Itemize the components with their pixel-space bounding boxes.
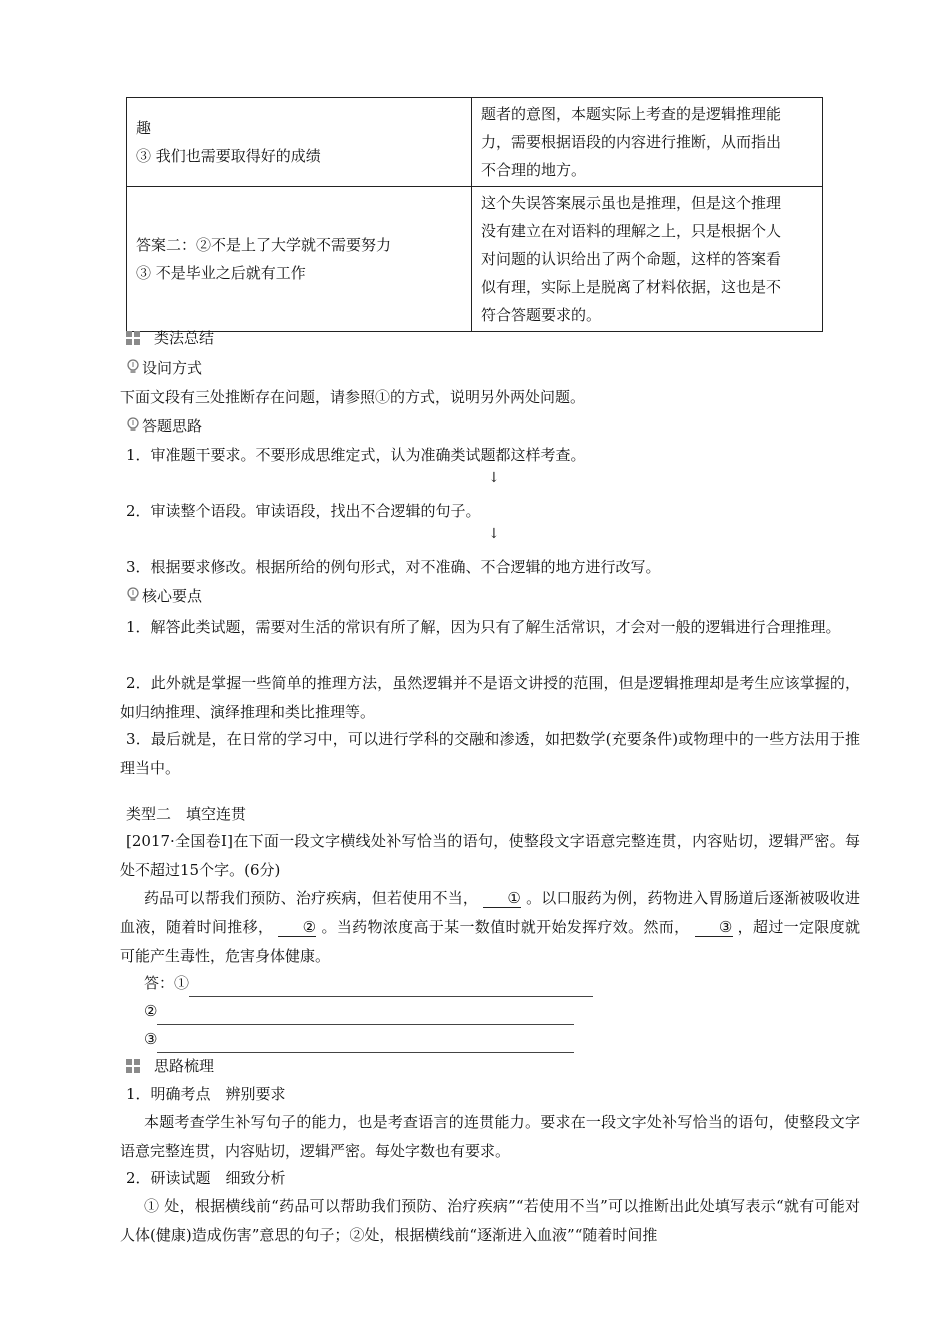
passage-text: 药品可以帮我们预防、治疗疾病，但若使用不当， [144,889,479,907]
subheading-text: 核心要点 [142,587,203,605]
table-cell [472,187,823,332]
cell-text: 题者的意图，本题实际上考查的是逻辑推理能 [481,105,782,123]
cell-text: ③ 我们也需要取得好的成绩 [136,147,321,165]
analysis-paragraph: ① 处，根据横线前“药品可以帮助我们预防、治疗疾病”“若使用不当”可以推断出此处填写表示“就有可能对人体(健康)造成伤害”意思的句子；②处，根据横线前“逐渐进入血液”“随着时间推 [120,1197,860,1244]
answer-blank[interactable] [189,978,593,997]
answer-line [144,969,593,997]
subheading [126,355,202,381]
step-item: 1．审准题干要求。不要形成思维定式，认为准确类试题都这样考查。 [126,446,586,464]
blank-field[interactable]: ③ [695,918,733,937]
subheading-text: 答题思路 [142,417,203,435]
grid-square-icon [126,1059,140,1073]
answer-blank[interactable] [157,1006,574,1025]
cell-text: 对问题的认识给出了两个命题，这样的答案看 [481,250,782,268]
cell-text: 没有建立在对语料的理解之上，只是根据个人 [481,222,782,240]
cell-text: 符合答题要求的。 [481,306,602,324]
section-heading [126,1053,214,1079]
answer-prefix: 答： [144,974,175,992]
analysis-point-title: 1．明确考点 辨别要求 [126,1085,286,1103]
key-point-paragraph: 3．最后就是，在日常的学习中，可以进行学科的交融和渗透，如把数学(充要条件)或物理中的一些方法用于推理当中。 [120,730,860,777]
lightbulb-icon [126,359,140,375]
answer-mark: ② [144,1002,158,1020]
cell-text: ③ 不是毕业之后就有工作 [136,264,306,282]
cell-text: 力，需要根据语段的内容进行推断，从而指出 [481,133,782,151]
grid-square-icon [126,331,140,345]
table-row [127,187,823,332]
cell-text: 这个失误答案展示虽也是推理，但是这个推理 [481,194,782,212]
cell-text: 不合理的地方。 [481,161,587,179]
answer-blank[interactable] [157,1034,574,1053]
cell-text: 趣 [136,119,152,137]
step-item: 2．审读整个语段。审读语段，找出不合逻辑的句子。 [126,502,481,520]
analysis-point-title: 2．研读试题 细致分析 [126,1169,286,1187]
subheading [126,413,202,439]
passage-text: ，超过一定限度就可能产生毒性，危害身体健康。 [120,918,860,965]
answer-mark: ③ [144,1030,158,1048]
lightbulb-icon [126,417,140,433]
down-arrow-icon: ↓ [488,470,500,486]
table-cell [127,98,472,187]
cell-text: 答案二：②不是上了大学就不需要努力 [136,236,392,254]
down-arrow-icon: ↓ [488,526,500,542]
section-heading [126,327,214,349]
passage-text: 。以口服药为例，药物进入胃肠道后逐渐被吸收进血液，随着时间推移， [120,889,860,936]
type-title: 类型二 填空连贯 [126,805,247,823]
answer-comparison-table [126,97,823,332]
question-style-text: 下面文段有三处推断存在问题，请参照①的方式，说明另外两处问题。 [120,388,586,406]
answer-line [144,997,574,1025]
subheading [126,583,202,609]
blank-field[interactable]: ② [278,918,316,937]
table-cell [127,187,472,332]
table-cell [472,98,823,187]
section-heading-text: 思路梳理 [154,1057,215,1075]
lightbulb-icon [126,587,140,603]
subheading-text: 设问方式 [142,359,203,377]
key-point-paragraph: 2．此外就是掌握一些简单的推理方法，虽然逻辑并不是语文讲授的范围，但是逻辑推理却是考生应该掌握的，如归纳推理、演绎推理和类比推理等。 [120,674,860,721]
key-point-paragraph: 1．解答此类试题，需要对生活的常识有所了解，因为只有了解生活常识，才会对一般的逻辑进行合理推理。 [126,618,841,636]
answer-line [144,1025,574,1053]
passage-text: 。当药物浓度高于某一数值时就开始发挥疗效。然而， [321,918,690,936]
answer-mark: ① [174,974,190,992]
question-text: [2017·全国卷Ⅰ]在下面一段文字横线处补写恰当的语句，使整段文字语意完整连贯，内容贴切，逻辑严密。每处不超过15个字。(6分) [120,832,860,879]
section-heading-text: 类法总结 [154,329,215,347]
passage-paragraph [120,884,860,971]
step-item: 3．根据要求修改。根据所给的例句形式，对不准确、不合逻辑的地方进行改写。 [126,558,661,576]
blank-field[interactable]: ① [483,889,521,908]
table-row [127,98,823,187]
cell-text: 似有理，实际上是脱离了材料依据，这也是不 [481,278,782,296]
analysis-paragraph: 本题考查学生补写句子的能力，也是考查语言的连贯能力。要求在一段文字处补写恰当的语句，使整段文字语意完整连贯，内容贴切，逻辑严密。每处字数也有要求。 [120,1113,860,1160]
